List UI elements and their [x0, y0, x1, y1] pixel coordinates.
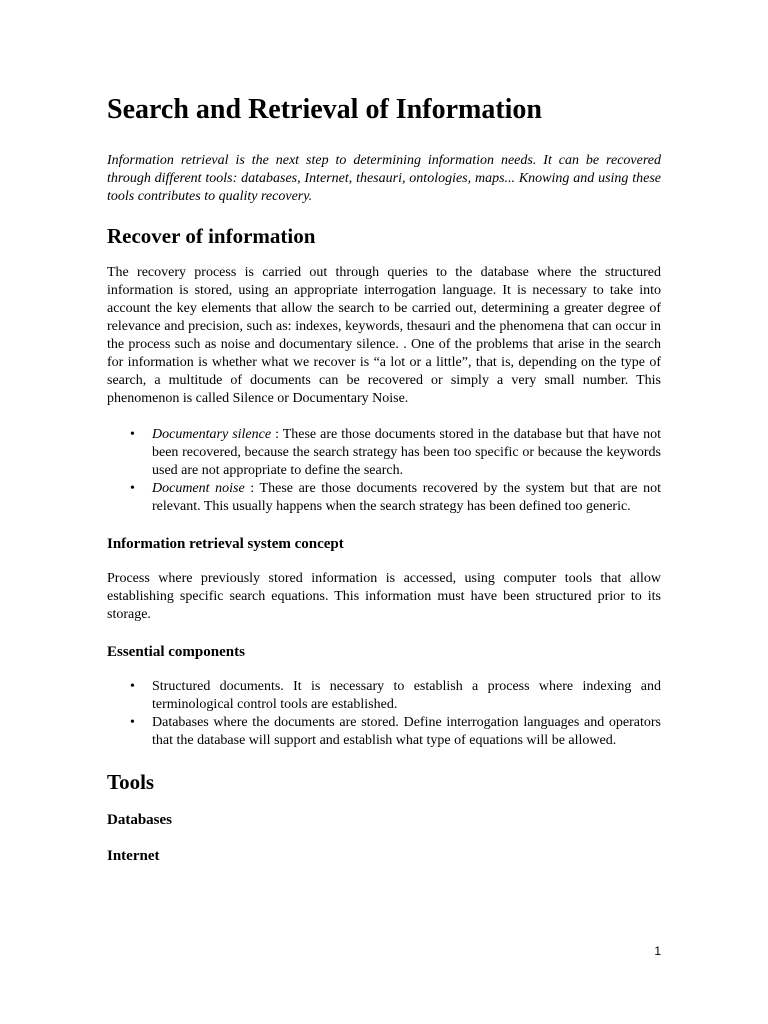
bullet-icon: •: [130, 481, 135, 496]
bullet-icon: •: [130, 715, 135, 730]
concept-paragraph: Process where previously stored information is accessed, using computer tools that allow establishing specific search equations. This information must have been structured prior to its storage.: [107, 571, 661, 622]
list-item: [107, 714, 661, 750]
subheading-databases: Databases: [107, 812, 173, 828]
list-item: [107, 678, 661, 714]
bullet-text: Structured documents. It is necessary to establish a process where indexing and terminological control tools are established.: [152, 679, 661, 712]
bullet-text: Databases where the documents are stored. Define interrogation languages and operators that the database will support and establish what type of equations will be allowed.: [152, 715, 661, 748]
document-title: Search and Retrieval of Information: [107, 94, 542, 125]
section-heading-recover: Recover of information: [107, 224, 316, 248]
list-item: [107, 426, 661, 480]
bullet-icon: •: [130, 427, 135, 442]
document-content: [107, 92, 661, 882]
recover-bullet-list: [107, 426, 661, 516]
list-item: [107, 480, 661, 516]
page-number: 1: [654, 944, 661, 958]
section-heading-components: Essential components: [107, 644, 245, 660]
bullet-term: Documentary silence: [152, 427, 272, 442]
subheading-internet: Internet: [107, 848, 160, 864]
components-bullet-list: [107, 678, 661, 750]
bullet-term: Document noise: [152, 481, 245, 496]
recover-paragraph: The recovery process is carried out through queries to the database where the structured information is stored, using an appropriate interrogation language. It is necessary to take into account the key elements that allow the search to be carried out, determining a greater degree of relevance and precision, such as: indexes, keywords, thesauri and the phenomena that can occur in the process such as noise and documentary silence. . One of the problems that arise in the search for information is whether what we recover is “a lot or a little”, that is, depending on the type of search, a multitude of documents can be recovered or simply a very small number. This phenomenon is called Silence or Documentary Noise.: [107, 265, 661, 406]
bullet-icon: •: [130, 679, 135, 694]
bullet-text: : These are those documents recovered by the system but that are not relevant. This usually happens when the search strategy has been defined too generic.: [152, 481, 661, 514]
section-heading-concept: Information retrieval system concept: [107, 536, 344, 552]
bullet-text: : These are those documents stored in the database but that have not been recovered, because the search strategy has been too specific or because the keywords used are not appropriate to define the search.: [152, 427, 661, 478]
section-heading-tools: Tools: [107, 770, 155, 794]
intro-paragraph: Information retrieval is the next step to determining information needs. It can be recovered through different tools: databases, Internet, thesauri, ontologies, maps... Knowing and using these tools contributes to quality recovery.: [107, 153, 661, 204]
